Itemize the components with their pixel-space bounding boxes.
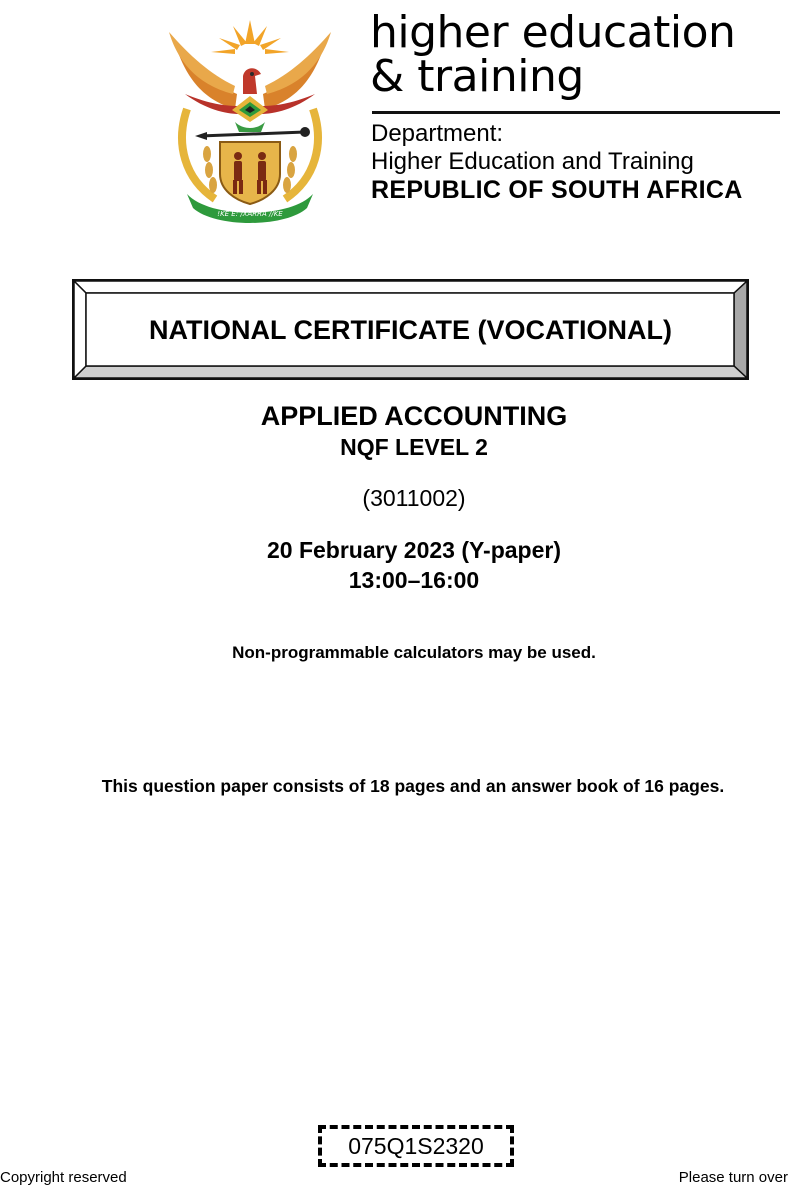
subject-code: (3011002) <box>362 485 466 511</box>
brand-line-higher-education: higher education <box>370 7 736 58</box>
calculator-note: Non-programmable calculators may be used. <box>232 643 596 662</box>
certificate-title-frame <box>72 279 749 380</box>
footer-turn-over: Please turn over <box>678 1169 788 1186</box>
svg-text:!KE E: /XARRA //KE: !KE E: /XARRA //KE <box>217 210 283 218</box>
coat-of-arms-logo <box>165 14 335 224</box>
coat-of-arms-icon <box>165 14 335 224</box>
department-name: Higher Education and Training <box>371 148 694 175</box>
brand-line-training: & training <box>370 51 584 102</box>
exam-time: 13:00–16:00 <box>348 567 480 593</box>
nqf-level: NQF LEVEL 2 <box>340 434 488 460</box>
certificate-title: NATIONAL CERTIFICATE (VOCATIONAL) <box>149 315 672 345</box>
department-label: Department: <box>371 120 504 147</box>
footer-copyright: Copyright reserved <box>0 1169 127 1186</box>
brand-divider <box>372 111 780 114</box>
pages-note: This question paper consists of 18 pages and an answer book of 16 pages. <box>101 776 725 796</box>
subject-title: APPLIED ACCOUNTING <box>260 401 568 431</box>
country-name: REPUBLIC OF SOUTH AFRICA <box>371 176 743 204</box>
paper-code-box: 075Q1S2320 <box>318 1125 514 1167</box>
exam-date: 20 February 2023 (Y-paper) <box>266 537 562 563</box>
